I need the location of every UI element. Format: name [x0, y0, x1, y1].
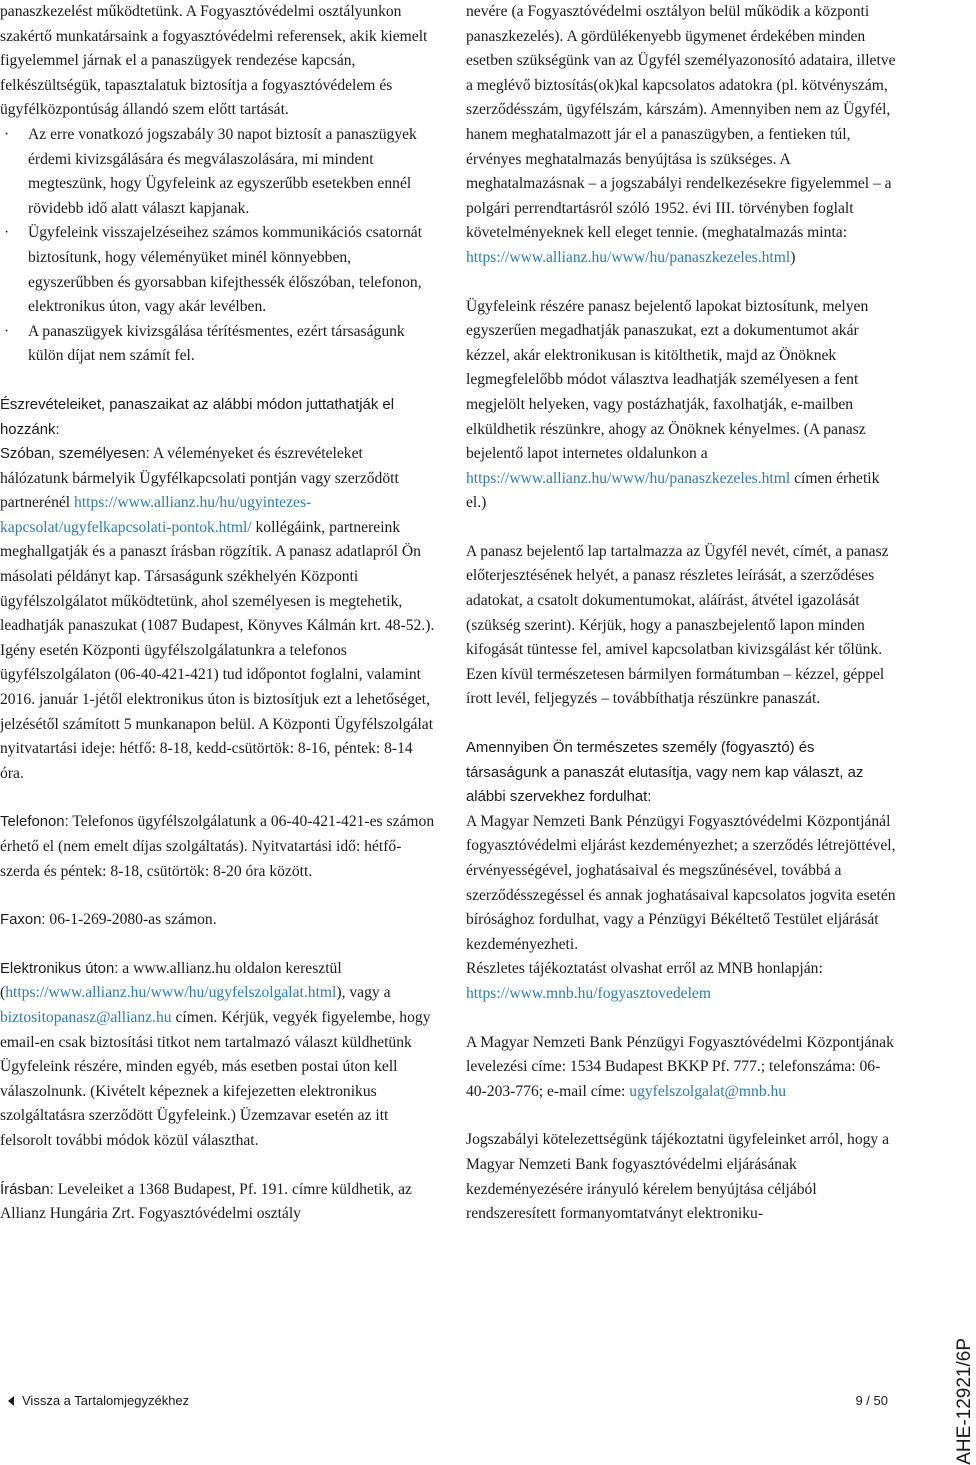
document-code: AHE-12921/6P — [954, 1338, 975, 1465]
bullet-item: · A panaszügyek kivizsgálása térítésmentes, ezért társaságunk külön díjat nem számít fel. — [0, 320, 435, 369]
back-to-contents-link[interactable] — [8, 1393, 189, 1408]
bullet-item: · Ügyfeleink visszajelzéseihez számos kommunikációs csatornát biztosítunk, hogy véleményüket minél könnyebben, egyszerűbben és gyorsabban kifejthessék élőszóban, telefonon, elektronikus úton, vagy akár levélben. — [0, 221, 435, 319]
mnb-address-paragraph — [466, 1031, 896, 1105]
oral-text-cont: kollégáink, partnereink meghallgatják és a panaszt írásban rögzítik. A panasz adatlapról Ön másolati példányt kap. Társaságunk székhelyén Központi ügyfélszolgálatot működtetünk, ahol személyesen is megtehetik, leadhatják panaszukat (1087 Budapest, Könyves Kálmán krt. 48-52.). Igény esetén Központi ügyfélszolgálatunkra a telefonos ügyfélszolgálaton (06-40-421-421) tud időpontot foglalni, valamint 2016. január 1-jétől elektronikus úton is biztosítjuk ezt a lehetőséget, jelzésétől számított 5 munkanapon belül. A Központi Ügyfélszolgálat nyitvatartási ideje: hétfő: 8-18, kedd-csütörtök: 8-16, péntek: 8-14 óra. — [0, 518, 435, 782]
phone-label: Telefonon: — [0, 814, 69, 831]
page-number: 9 / 50 — [855, 1393, 888, 1408]
electronic-text: a www.allianz.hu oldalon keresztül ( — [0, 959, 342, 1002]
mnb-consumer-link[interactable]: https://www.mnb.hu/fogyasztovedelem — [466, 984, 711, 1002]
mnb-address-text: A Magyar Nemzeti Bank Pénzügyi Fogyasztóvédelmi Központjának levelezési címe: 1534 Budapest BKKP Pf. 777.; telefonszáma: 06-40-203-776; e-mail címe: — [466, 1033, 894, 1100]
oral-paragraph — [0, 442, 435, 786]
authorization-sample-link[interactable]: https://www.allianz.hu/www/hu/panaszkezeles.html — [466, 248, 791, 266]
legal-obligation-paragraph: Jogszabályi kötelezettségünk tájékoztatni ügyfeleinket arról, hogy a Magyar Nemzeti Bank fogyasztóvédelmi eljárásának kezdeményezésére irányuló kérelem benyújtása céljából rendszeresített formanyomtatványt elektroniku- — [466, 1131, 890, 1223]
complaint-data-paragraph — [466, 0, 896, 271]
customer-service-link[interactable]: https://www.allianz.hu/www/hu/ugyfelszolgalat.html — [5, 984, 337, 1002]
electronic-label: Elektronikus úton: — [0, 960, 119, 977]
escalation-heading: Amennyiben Ön természetes személy (fogyasztó) és társaságunk a panaszát elutasítja, vagy nem kap választ, az alábbi szervekhez fordulhat: — [466, 740, 864, 806]
fax-text: 06-1-269-2080-as számon. — [45, 911, 217, 929]
electronic-text-3: címen. Kérjük, vegyék figyelembe, hogy email-en csak biztosítási titkot nem tartalmazó választ küldhetünk Ügyfeleink részére, minden egyéb, más esetben postai úton kell válaszolnunk. (Kivételt képeznek a kifejezetten elektronikus szolgáltatásra szerződött Ügyfeleink.) Üzemzavar esetén az itt felsorolt további módok közül választhat. — [0, 1008, 431, 1149]
back-to-contents-label: Vissza a Tartalomjegyzékhez — [22, 1393, 190, 1408]
electronic-paragraph — [0, 957, 435, 1154]
fax-label: Faxon: — [0, 912, 46, 929]
phone-text: Telefonos ügyfélszolgálatunk a 06-40-421-421-es számon érhető el (nem emelt díjas szolgáltatás). Nyitvatartási idő: hétfő-szerda és péntek: 8-18, csütörtök: 8-20 óra között. — [0, 813, 435, 880]
written-label: Írásban: — [0, 1181, 54, 1198]
fax-paragraph — [0, 908, 435, 933]
written-text: Leveleiket a 1368 Budapest, Pf. 191. címre küldhetik, az Allianz Hungária Zrt. Fogyasztóvédelmi osztály — [0, 1180, 412, 1223]
written-paragraph — [0, 1178, 435, 1227]
complaint-form-contents-paragraph: A panasz bejelentő lap tartalmazza az Ügyfél nevét, címét, a panasz előterjesztésének helyét, a panasz részletes leírását, a szerződéses adatokat, a csatolt dokumentumokat, aláírást, átvétel igazolását (szükség szerint). Kérjük, hogy a panaszbejelentő lapon minden kifogását tüntesse fel, amivel kapcsolatban kivizsgálást kér tőlünk. Ezen kívül természetesen bármilyen formátumban – kézzel, géppel írott levél, feljegyzés – továbbíthatja részünkre panaszát. — [466, 542, 889, 708]
contact-points-link[interactable]: https://www.allianz.hu/hu/ugyintezes-kapcsolat/ugyfelkapcsolati-pontok.html/ — [0, 494, 312, 536]
left-column — [0, 0, 435, 1227]
complaint-form-text: Ügyfeleink részére panasz bejelentő lapokat biztosítunk, melyen egyszerűen megadhatják panaszukat, ezt a dokumentumot akár kézzel, akár elektronikusan is kitölthetik, majd az Önöknek legmegfelelőbb módot választva leadhatják személyesen a fent megjelölt helyeken, vagy postázhatják, faxolhatják, e-mailben elküldhetik részünkre, ahogy az Önöknek kényelmes. (A panasz bejelentő lapot internetes oldalunkon a — [466, 297, 869, 463]
electronic-text-2: ), vagy a — [336, 984, 391, 1002]
complaint-data-end: ) — [790, 248, 796, 266]
complaint-form-link[interactable]: https://www.allianz.hu/www/hu/panaszkezeles.html — [466, 469, 791, 487]
bullet-list — [0, 123, 435, 369]
phone-paragraph — [0, 810, 435, 884]
mnb-info-text: Részletes tájékoztatást olvashat erről az MNB honlapján: — [466, 960, 823, 978]
complaint-email-link[interactable]: biztositopanasz@allianz.hu — [0, 1008, 172, 1026]
intro-paragraph: panaszkezelést működtetünk. A Fogyasztóvédelmi osztályunkon szakértő munkatársaink a fogyasztóvédelmi referensek, akik kiemelt figyelemmel járnak el a panaszügyek rendezése kapcsán, felkészültségük, tapasztalatuk biztosítja a fogyasztóvédelem és ügyfélközpontúság állandó szem előtt tartását. — [0, 3, 428, 119]
oral-label: Szóban, személyesen: — [0, 446, 150, 463]
mnb-email-link[interactable]: ugyfelszolgalat@mnb.hu — [629, 1082, 787, 1100]
complaint-form-paragraph — [466, 295, 896, 516]
contact-methods-heading: Észrevételeiket, panaszaikat az alábbi módon juttathatják el hozzánk: — [0, 396, 395, 438]
mnb-paragraph: A Magyar Nemzeti Bank Pénzügyi Fogyasztóvédelmi Központjánál fogyasztóvédelmi eljárást kezdeményezhet; a szerződés létrejöttével, érvényességével, joghatásaival és megszűnésével, továbbá a szerződésszegéssel és annak joghatásaival kapcsolatos jogvita esetén bírósághoz fordulhat, vagy a Pénzügyi Békéltető Testület eljárását kezdeményezheti. — [466, 812, 896, 953]
complaint-form-end: címen érhetik el.) — [466, 469, 880, 512]
bullet-item: · Az erre vonatkozó jogszabály 30 napot biztosít a panaszügyek érdemi kivizsgálására és megválaszolására, mi mindent megteszünk, hogy Ügyfeleink az egyszerűbb esetekben ennél rövidebb idő alatt választ kapjanak. — [0, 123, 435, 221]
right-column — [466, 0, 896, 1227]
mnb-info-paragraph — [466, 957, 896, 1006]
oral-text: A véleményeket és észrevételeket hálózatunk bármelyik Ügyfélkapcsolati pontján vagy szerződött partnerénél — [0, 445, 399, 512]
complaint-data-text: nevére (a Fogyasztóvédelmi osztályon belül működik a központi panaszkezelés). A gördülékenyebb ügymenet érdekében minden esetben szükségünk van az Ügyfél személyazonosító adataira, illetve a meglévő biztosítás(ok)kal kapcsolatos adatokra (pl. kötvényszám, szerződésszám, ügyfélszám, kárszám). Amennyiben nem az Ügyfél, hanem meghatalmazott jár el a panaszügyben, a fentieken túl, érvényes meghatalmazás benyújtása is szükséges. A meghatalmazásnak – a jogszabályi rendelkezésekre figyelemmel – a polgári perrendtartásról szóló 1952. évi III. törvényben foglalt követelményeknek kell eleget tennie. (meghatalmazás minta: — [466, 3, 896, 242]
chevron-left-icon — [8, 1396, 14, 1406]
